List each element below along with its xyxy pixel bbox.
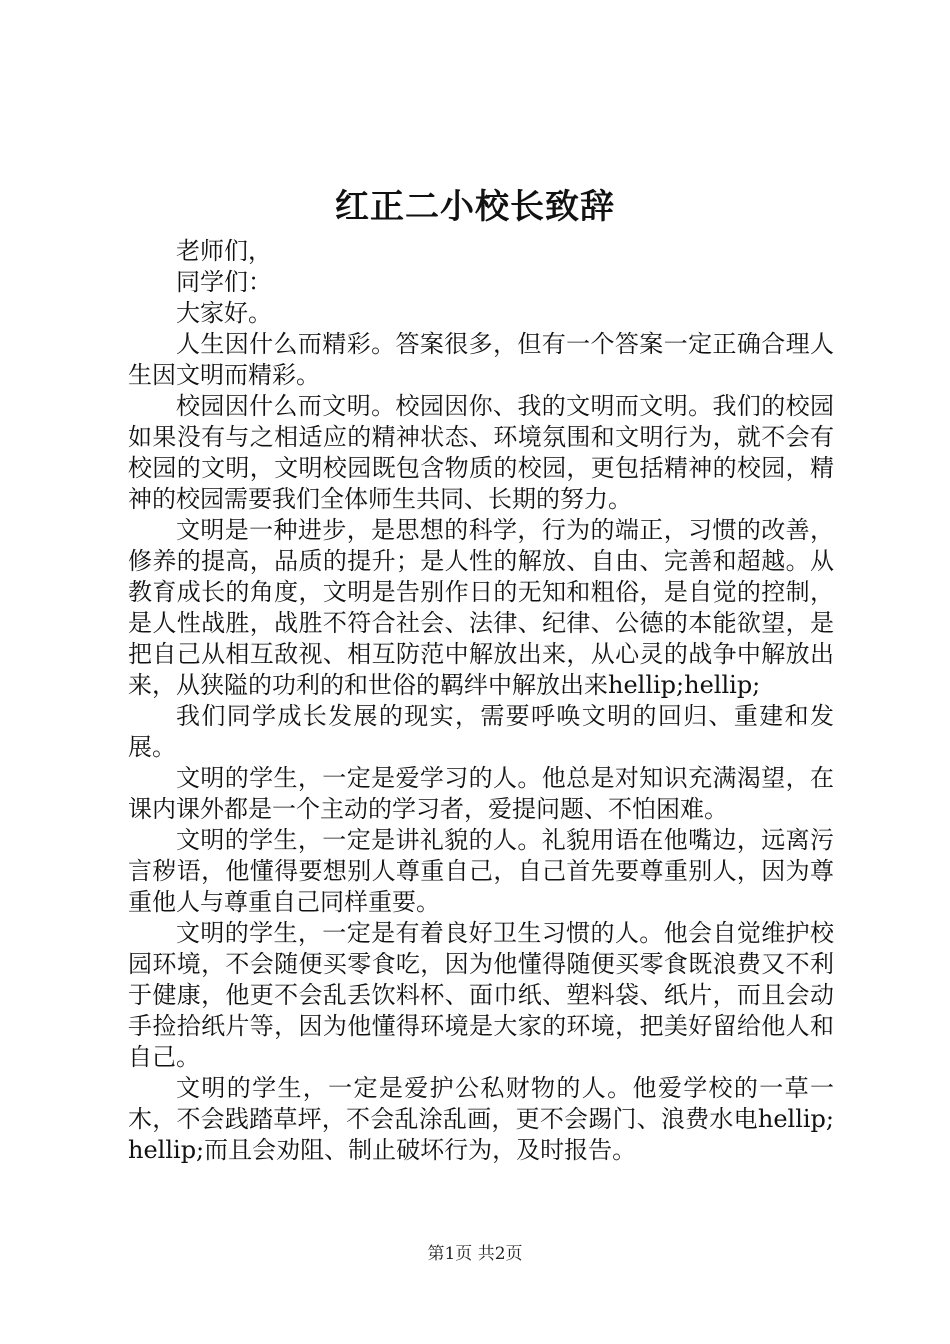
page-title: 红正二小校长致辞 [335,187,615,227]
paragraph: 人生因什么而精彩。答案很多，但有一个答案一定正确合理人生因文明而精彩。 [128,330,834,389]
paragraph: 校园因什么而文明。校园因你、我的文明而文明。我们的校园如果没有与之相适应的精神状态、环境氛围和文明行为，就不会有校园的文明，文明校园既包含物质的校园，更包括精神的校园，精神的校园需要我们全体师生共同、长期的努力。 [128,392,834,513]
paragraph: 文明的学生，一定是有着良好卫生习惯的人。他会自觉维护校园环境，不会随便买零食吃，因为他懂得随便买零食既浪费又不利于健康，他更不会乱丢饮料杯、面巾纸、塑料袋、纸片，而且会动手捡拾纸片等，因为他懂得环境是大家的环境，把美好留给他人和自己。 [128,919,834,1071]
document-body [128,236,834,1166]
paragraph: 文明的学生，一定是爱学习的人。他总是对知识充满渴望，在课内课外都是一个主动的学习者，爱提问题、不怕困难。 [128,764,834,823]
page-footer: 第1页 共2页 [427,1244,523,1264]
paragraph: 文明的学生，一定是爱护公私财物的人。他爱学校的一草一木，不会践踏草坪，不会乱涂乱画，更不会踢门、浪费水电hellip;hellip;而且会劝阻、制止破坏行为，及时报告。 [128,1074,834,1164]
paragraph: 文明是一种进步，是思想的科学，行为的端正，习惯的改善，修养的提高，品质的提升；是人性的解放、自由、完善和超越。从教育成长的角度，文明是告别作日的无知和粗俗，是自觉的控制，是人性战胜，战胜不符合社会、法律、纪律、公德的本能欲望，是把自己从相互敌视、相互防范中解放出来，从心灵的战争中解放出来，从狭隘的功利的和世俗的羁绊中解放出来hellip;hellip; [128,516,834,699]
greeting-teachers: 老师们， [176,237,272,265]
paragraph: 文明的学生，一定是讲礼貌的人。礼貌用语在他嘴边，远离污言秽语，他懂得要想别人尊重自己，自己首先要尊重别人，因为尊重他人与尊重自己同样重要。 [128,826,834,916]
greeting-students: 同学们： [176,268,272,296]
paragraph: 我们同学成长发展的现实，需要呼唤文明的回归、重建和发展。 [128,702,834,761]
greeting-all: 大家好。 [176,299,272,327]
